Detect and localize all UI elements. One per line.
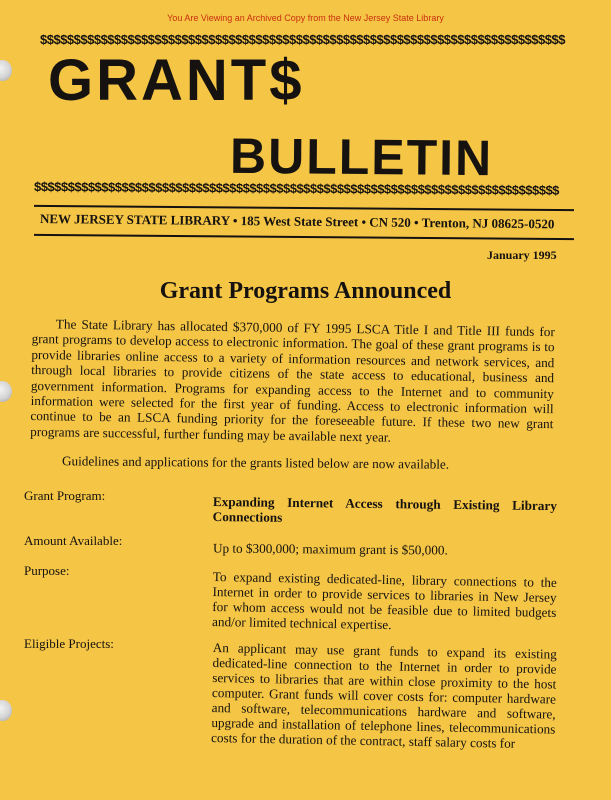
issue-date: January 1995: [487, 248, 557, 262]
punch-hole: [0, 60, 12, 81]
grant-program-label: Grant Program:: [24, 488, 106, 503]
punch-hole: [0, 381, 12, 402]
punch-hole: [0, 700, 12, 721]
grant-program-value: Expanding Internet Access through Existing Library Connections: [212, 494, 557, 525]
eligible-projects-value: An applicant may use grant funds to expand its existing dedicated-line connection to the Internet in order to provide services to libraries that are within close proximity to the host computer. Grant funds will cover costs for: computer hardware and software, telecommunications hardware and software, upgrade and installation of telephone lines, telecommunications costs for the duration of the contract, staff salary costs for: [210, 640, 557, 751]
title-grants: GRANT$: [48, 48, 305, 113]
dollar-sign-border: $$$$$$$$$$$$$$$$$$$$$$$$$$$$$$$$$$$$$$$$$$$$$$$$$$$$$$$$$$$$$$$$$$$$$$$$$$$$$$: [40, 32, 565, 47]
article-headline: Grant Programs Announced: [159, 278, 452, 304]
masthead-rule: [34, 234, 574, 240]
dollar-sign-border: $$$$$$$$$$$$$$$$$$$$$$$$$$$$$$$$$$$$$$$$$$$$$$$$$$$$$$$$$$$$$$$$$$$$$$$$$$$$$$: [33, 179, 559, 198]
archive-notice: You Are Viewing an Archived Copy from the New Jersey State Library: [167, 13, 444, 23]
article-intro: The State Library has allocated $370,000 of FY 1995 LSCA Title I and Title III funds for grant programs to develop access to electronic information. The goal of these grant programs is to provide libraries online access to a variety of information resources and network services, and through local libraries to provide citizens of the state access to educational, business and government information. Programs for expanding access to the Internet and to community information were selected for the first year of funding. Access to electronic information will continue to be an LSCA funding priority for the foreseeable future. If these two new grant programs are successful, further funding may be available next year.: [30, 316, 555, 445]
masthead-address: NEW JERSEY STATE LIBRARY • 185 West State Street • CN 520 • Trenton, NJ 08625-0520: [39, 211, 555, 232]
title-bulletin: BULLETIN: [229, 127, 494, 187]
purpose-value: To expand existing dedicated-line, library connections to the Internet in order to provide services to libraries in New Jersey for whom access would not be feasible due to limited budgets and/or limited technical expertise.: [211, 569, 557, 633]
eligible-projects-label: Eligible Projects:: [24, 636, 114, 651]
amount-label: Amount Available:: [24, 533, 123, 548]
masthead-rule: [34, 205, 574, 211]
guidelines-note: Guidelines and applications for the grants listed below are now available.: [61, 453, 450, 472]
purpose-label: Purpose:: [24, 563, 70, 578]
amount-value: Up to $300,000; maximum grant is $50,000.: [212, 540, 448, 558]
